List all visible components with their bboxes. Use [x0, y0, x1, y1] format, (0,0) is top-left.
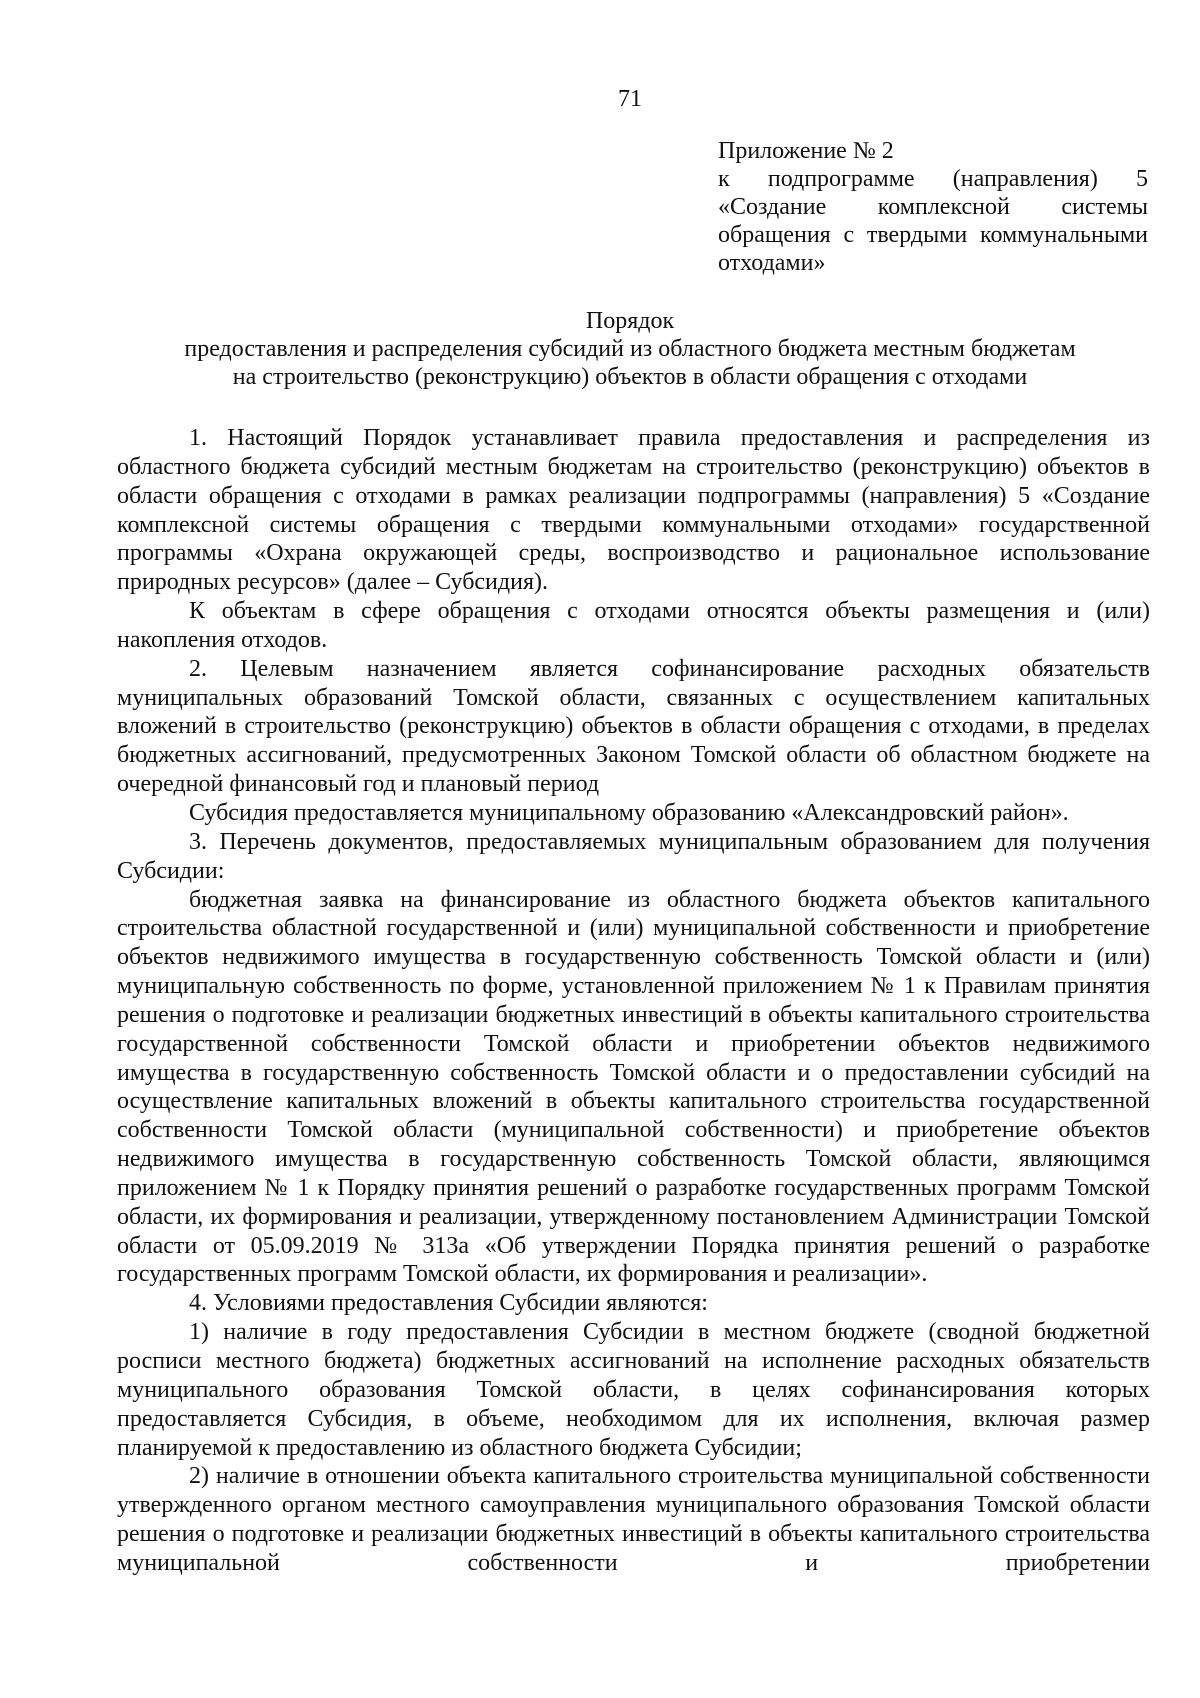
heading-title: Порядок: [585, 308, 675, 334]
paragraph-2: К объектам в сфере обращения с отходами относятся объекты размещения и (или) накопления отходов.: [117, 598, 1150, 653]
document-body: [117, 424, 1150, 1578]
paragraph-1: 1. Настоящий Порядок устанавливает правила предоставления и распределения из областного бюджета субсидий местным бюджетам на строительство (реконструкцию) объектов в области обращения с отходами в рамках реализации подпрограммы (направления) 5 «Создание комплексной системы обращения с твердыми коммунальными отходами» государственной программы «Охрана окружающей среды, воспроизводство и рациональное использование природных ресурсов» (далее – Субсидия).: [117, 425, 1150, 596]
paragraph-3: 2. Целевым назначением является софинансирование расходных обязательств муниципальных образований Томской области, связанных с осуществлением капитальных вложений в строительство (реконструкцию) объектов в области обращения с отходами, в пределах бюджетных ассигнований, предусмотренных Законом Томской области об областном бюджете на очередной финансовый год и плановый период: [117, 655, 1150, 798]
paragraph-8: 1) наличие в году предоставления Субсидии в местном бюджете (сводной бюджетной росписи местного бюджета) бюджетных ассигнований на исполнение расходных обязательств муниципального образования Томской области, в целях софинансирования которых предоставляется Субсидия, в объеме, необходимом для их исполнения, включая размер планируемой к предоставлению из областного бюджета Субсидии;: [117, 1319, 1150, 1461]
paragraph-6: бюджетная заявка на финансирование из областного бюджета объектов капитального строительства областной государственной и (или) муниципальной собственности и приобретение объектов недвижимого имущества в государственную собственность Томской области и (или) муниципальную собственность по форме, установленной приложением № 1 к Правилам принятия решения о подготовке и реализации бюджетных инвестиций в объекты капитального строительства государственной собственности Томской области и приобретении объектов недвижимого имущества в государственную собственность Томской области и о предоставлении субсидий на осуществление капитальных вложений в объекты капитального строительства государственной собственности Томской области (муниципальной собственности) и приобретение объектов недвижимого имущества в государственную собственность Томской области, являющимся приложением № 1 к Порядку принятия решений о разработке государственных программ Томской области, их формирования и реализации, утвержденному постановлением Администрации Томской области от 05.09.2019 № 313а «Об утверждении Порядка принятия решений о разработке государственных программ Томской области, их формирования и реализации».: [117, 886, 1150, 1288]
paragraph-7: 4. Условиями предоставления Субсидии являются:: [189, 1290, 708, 1317]
paragraph-4: Субсидия предоставляется муниципальному образованию «Александровский район».: [189, 799, 1069, 826]
appendix-title: Приложение № 2: [718, 138, 894, 164]
appendix-block: [718, 137, 1148, 277]
heading-line-1: предоставления и распределения субсидий из областного бюджета местным бюджетам: [184, 336, 1076, 362]
document-heading: [120, 307, 1140, 391]
paragraph-5: 3. Перечень документов, предоставляемых муниципальным образованием для получения Субсидии:: [117, 828, 1150, 884]
heading-line-2: на строительство (реконструкцию) объектов в области обращения с отходами: [232, 364, 1028, 390]
appendix-text: к подпрограмме (направления) 5 «Создание комплексной системы обращения с твердыми коммунальными отходами»: [718, 166, 1148, 276]
page-number: 71: [618, 86, 642, 112]
paragraph-9: 2) наличие в отношении объекта капитального строительства муниципальной собственности утвержденного органом местного самоуправления муниципального образования Томской области решения о подготовке и реализации бюджетных инвестиций в объекты капитального строительства муниципальной собственности и приобретении: [117, 1463, 1150, 1576]
